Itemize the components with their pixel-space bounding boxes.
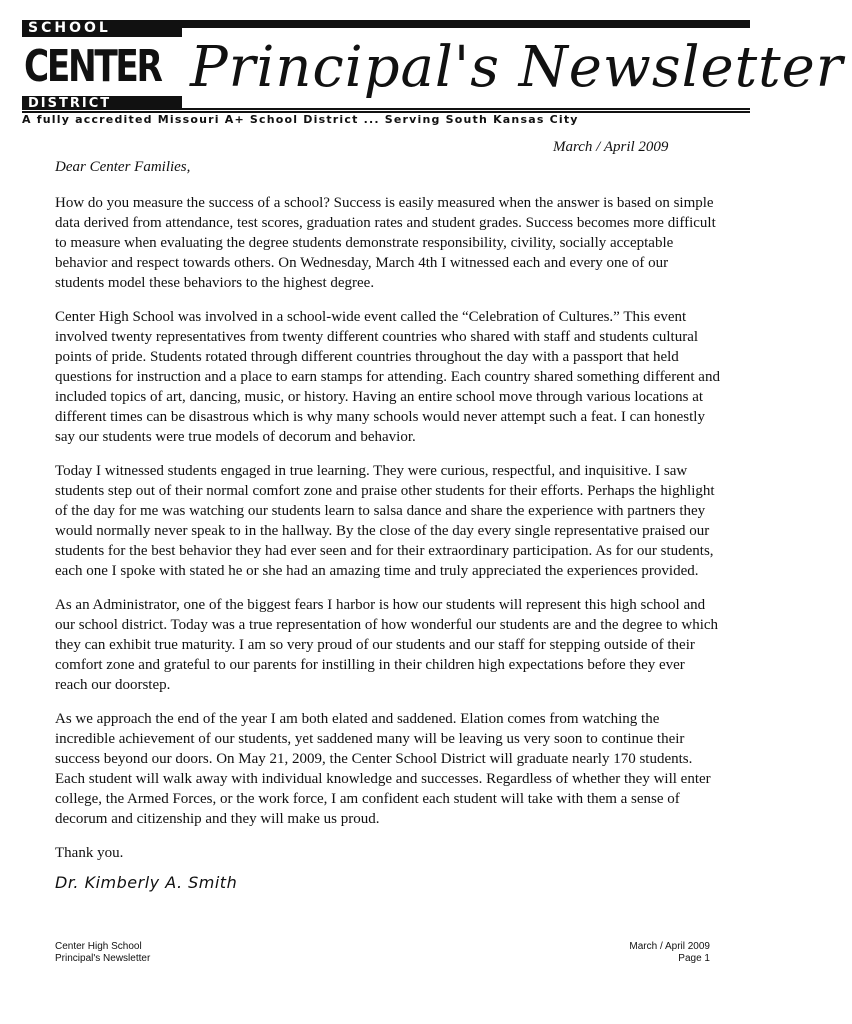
newsletter-date: March / April 2009: [553, 139, 669, 155]
signature: Dr. Kimberly A. Smith: [55, 873, 238, 892]
closing: Thank you.: [55, 845, 124, 861]
masthead-district: DISTRICT: [28, 96, 112, 111]
footer-left: [55, 941, 150, 965]
masthead: [22, 20, 844, 128]
paragraph-4: As an Administrator, one of the biggest fears I harbor is how our students will represent this high school and our school district. Today was a true representation of how wonderful our students are and the degree to which they can exhibit true maturity. I am so very proud of our students and our staff for stepping outside of their comfort zone and grateful to our parents for instilling in their children high expectations before they ever reach our doorstep.: [55, 597, 719, 693]
footer-school: Center High School: [55, 941, 142, 952]
newsletter-title: Principal's Newsletter: [182, 28, 852, 108]
paragraph-5: As we approach the end of the year I am both elated and saddened. Elation comes from watching the incredible achievement of our students, yet saddened many will be leaving us very soon to continue their success beyond our doors. On May 21, 2009, the Center School District will graduate nearly 170 students. Each student will walk away with individual knowledge and successes. Regardless of whether they will enter college, the Armed Forces, or the work force, I am confident each student will take with them a sense of decorum and citizenship and they will make us proud.: [55, 711, 711, 827]
masthead-tagline: A fully accredited Missouri A+ School District ... Serving South Kansas City: [22, 113, 579, 126]
letter-body: [55, 157, 720, 897]
footer-publication: Principal's Newsletter: [55, 953, 151, 964]
masthead-school: SCHOOL: [28, 20, 111, 36]
paragraph-1: How do you measure the success of a school? Success is easily measured when the answer is based on simple data derived from attendance, test scores, graduation rates and student grades. Success becomes more difficult to measure when evaluating the degree students demonstrate responsibility, civility, socially acceptable behavior and respect towards others. On Wednesday, March 4th I witnessed each and every one of our students model these behaviors to the highest degree.: [55, 195, 716, 291]
salutation: Dear Center Families,: [55, 159, 191, 175]
masthead-center: CENTER: [24, 41, 161, 92]
paragraph-2: Center High School was involved in a school-wide event called the “Celebration of Cultures.” This event involved twenty representatives from twenty different countries who shared with staff and students cultural points of pride. Students rotated through different countries throughout the day with a passport that held questions for instruction and a place to earn stamps for attending. Each country shared something different and included topics of art, dancing, music, or history. Having an entire school move through various locations at different times can be disastrous which is why many schools would never attempt such a feat. I can honestly say our students were true models of decorum and behavior.: [55, 309, 720, 445]
footer-page-number: Page 1: [678, 953, 710, 964]
paragraph-3: Today I witnessed students engaged in true learning. They were curious, respectful, and inquisitive. I saw students step out of their normal comfort zone and praise other students for their efforts. Perhaps the highlight of the day for me was watching our students learn to salsa dance and share the experience with partners they would normally never speak to in the hallway. By the close of the day every single representative praised our students for the best behavior they had ever seen and for their extraordinary participation. As for our students, each one I spoke with stated he or she had an amazing time and truly appreciated the experiences provided.: [55, 463, 715, 579]
footer-right: [629, 941, 710, 965]
footer-date: March / April 2009: [629, 941, 710, 952]
